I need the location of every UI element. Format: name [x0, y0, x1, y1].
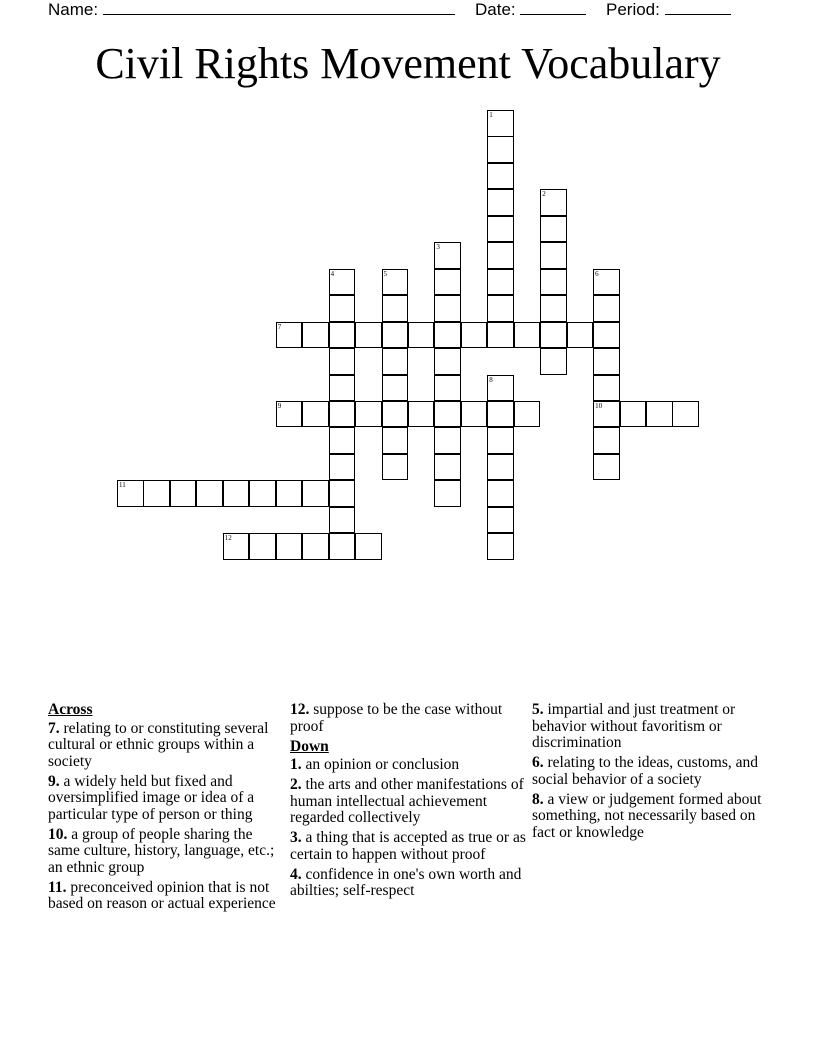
- grid-cell[interactable]: [329, 375, 356, 402]
- grid-cell[interactable]: [672, 401, 699, 428]
- grid-cell[interactable]: [276, 322, 303, 349]
- period-label: Period:: [606, 0, 660, 19]
- clue-across-7: [48, 721, 284, 771]
- grid-cell[interactable]: [514, 322, 541, 349]
- grid-cell[interactable]: [382, 375, 409, 402]
- clue-number-label: 4: [330, 269, 335, 278]
- clue-across-9: [48, 774, 284, 824]
- date-label: Date:: [475, 0, 516, 19]
- clue-text: relating to the ideas, customs, and social behavior of a society: [532, 754, 758, 788]
- clue-text: confidence in one's own worth and abilties; self-respect: [290, 865, 522, 899]
- grid-cell[interactable]: [434, 295, 461, 322]
- grid-cell[interactable]: [196, 480, 223, 507]
- clue-text: preconceived opinion that is not based on reason or actual experience: [48, 878, 276, 912]
- grid-cell[interactable]: [382, 454, 409, 481]
- grid-cell[interactable]: [355, 533, 382, 560]
- grid-cell[interactable]: [302, 322, 329, 349]
- clue-list: [48, 702, 778, 1002]
- clue-text: an opinion or conclusion: [305, 756, 460, 773]
- grid-cell[interactable]: [487, 427, 514, 454]
- grid-cell[interactable]: [302, 480, 329, 507]
- grid-cell[interactable]: [329, 401, 356, 428]
- clue-number-label: 8: [489, 375, 493, 384]
- grid-cell[interactable]: [593, 322, 620, 349]
- grid-cell[interactable]: [593, 401, 620, 428]
- grid-cell[interactable]: [276, 533, 303, 560]
- clue-column-2: [290, 702, 526, 903]
- grid-cell[interactable]: [117, 480, 144, 507]
- grid-cell[interactable]: [302, 533, 329, 560]
- grid-cell[interactable]: [540, 269, 567, 296]
- grid-cell[interactable]: [461, 401, 488, 428]
- grid-cell[interactable]: [593, 454, 620, 481]
- clue-down-5: [532, 702, 768, 752]
- grid-cell[interactable]: [329, 480, 356, 507]
- clue-down-2: [290, 777, 526, 827]
- clue-number: 10.: [48, 825, 68, 843]
- grid-cell[interactable]: [249, 480, 276, 507]
- grid-cell[interactable]: [434, 427, 461, 454]
- grid-cell[interactable]: [540, 322, 567, 349]
- grid-cell[interactable]: [434, 269, 461, 296]
- grid-cell[interactable]: [487, 480, 514, 507]
- clue-text: the arts and other manifestations of human intellectual achievement regarded collectively: [290, 776, 524, 826]
- grid-cell[interactable]: [434, 242, 461, 269]
- grid-cell[interactable]: [540, 348, 567, 375]
- clue-number: 8.: [532, 790, 544, 808]
- grid-cell[interactable]: [540, 242, 567, 269]
- clue-text: suppose to be the case without proof: [290, 701, 503, 735]
- clue-across-12: [290, 702, 526, 735]
- grid-cell[interactable]: [382, 295, 409, 322]
- grid-cell[interactable]: [223, 480, 250, 507]
- grid-cell[interactable]: [408, 401, 435, 428]
- across-heading: Across: [48, 701, 93, 718]
- grid-cell[interactable]: [567, 322, 594, 349]
- grid-cell[interactable]: [461, 322, 488, 349]
- grid-cell[interactable]: [620, 401, 647, 428]
- grid-cell[interactable]: [329, 322, 356, 349]
- grid-cell[interactable]: [487, 136, 514, 163]
- grid-cell[interactable]: [593, 295, 620, 322]
- clue-number-label: 11: [119, 481, 126, 490]
- grid-cell[interactable]: [329, 533, 356, 560]
- clue-number-label: 7: [277, 322, 282, 331]
- grid-cell[interactable]: [434, 322, 461, 349]
- grid-cell[interactable]: [329, 507, 356, 534]
- grid-cell[interactable]: [434, 401, 461, 428]
- grid-cell[interactable]: [170, 480, 197, 507]
- page-title: Civil Rights Movement Vocabulary: [95, 39, 721, 88]
- grid-cell[interactable]: [487, 216, 514, 243]
- grid-cell[interactable]: [487, 295, 514, 322]
- down-heading: Down: [290, 737, 329, 755]
- clue-text: relating to or constituting several cultural or ethnic groups within a society: [48, 719, 269, 770]
- clue-number: 12.: [290, 701, 310, 718]
- grid-cell[interactable]: [487, 375, 514, 402]
- clue-across-11: [48, 880, 284, 913]
- grid-cell[interactable]: [593, 427, 620, 454]
- clue-number-label: 1: [489, 111, 493, 119]
- clue-across-10: [48, 827, 284, 877]
- grid-cell[interactable]: [302, 401, 329, 428]
- grid-cell[interactable]: [329, 454, 356, 481]
- clue-down-1: [290, 757, 526, 774]
- clue-column-1: [48, 702, 284, 916]
- clue-number: 4.: [290, 865, 302, 883]
- clue-number: 11.: [48, 878, 67, 896]
- clue-text: impartial and just treatment or behavior without favoritism or discrimination: [532, 701, 736, 751]
- grid-cell[interactable]: [593, 375, 620, 402]
- clue-number-label: 12: [224, 534, 232, 543]
- clue-down-3: [290, 830, 526, 863]
- grid-cell[interactable]: [329, 269, 356, 296]
- grid-cell[interactable]: [355, 401, 382, 428]
- grid-cell[interactable]: [593, 269, 620, 296]
- grid-cell[interactable]: [329, 295, 356, 322]
- clue-text: a group of people sharing the same culture, history, language, etc.; an ethnic group: [48, 825, 275, 876]
- grid-cell[interactable]: [487, 163, 514, 190]
- grid-cell[interactable]: [540, 189, 567, 216]
- clue-number: 3.: [290, 829, 302, 846]
- grid-cell[interactable]: [487, 507, 514, 534]
- clue-text: a widely held but fixed and oversimplified image or idea of a particular type of person or thing: [48, 772, 255, 823]
- grid-cell[interactable]: [540, 216, 567, 243]
- grid-cell[interactable]: [276, 401, 303, 428]
- grid-cell[interactable]: [487, 454, 514, 481]
- clue-number-label: 9: [277, 401, 282, 410]
- clue-down-4: [290, 867, 526, 900]
- grid-cell[interactable]: [223, 533, 250, 560]
- grid-cell[interactable]: [382, 269, 409, 296]
- clue-number-label: 10: [595, 401, 603, 410]
- grid-cell[interactable]: [434, 454, 461, 481]
- grid-cell[interactable]: [487, 110, 514, 137]
- clue-text: a thing that is accepted as true or as certain to happen without proof: [290, 829, 526, 863]
- clue-column-3: [532, 702, 768, 845]
- clue-number-label: 3: [436, 243, 440, 252]
- clue-text: a view or judgement formed about something, not necessarily based on fact or knowledge: [532, 790, 762, 841]
- clue-number: 5.: [532, 701, 544, 718]
- clue-number: 1.: [290, 756, 302, 773]
- grid-cell[interactable]: [382, 401, 409, 428]
- grid-cell[interactable]: [382, 348, 409, 375]
- grid-cell[interactable]: [646, 401, 673, 428]
- grid-cell[interactable]: [329, 427, 356, 454]
- clue-number-label: 2: [542, 190, 546, 199]
- clue-number: 9.: [48, 772, 60, 790]
- grid-cell[interactable]: [382, 427, 409, 454]
- clue-number: 6.: [532, 754, 544, 771]
- clue-number: 2.: [290, 776, 302, 793]
- grid-cell[interactable]: [355, 322, 382, 349]
- grid-cell[interactable]: [382, 322, 409, 349]
- name-label: Name:: [48, 0, 99, 19]
- grid-cell[interactable]: [408, 322, 435, 349]
- clue-number-label: 5: [383, 269, 387, 278]
- grid-cell[interactable]: [434, 348, 461, 375]
- clue-number: 7.: [48, 719, 60, 737]
- grid-cell[interactable]: [487, 533, 514, 560]
- grid-cell[interactable]: [593, 348, 620, 375]
- grid-cell[interactable]: [540, 295, 567, 322]
- clue-down-8: [532, 792, 768, 842]
- grid-cell[interactable]: [487, 269, 514, 296]
- grid-cell[interactable]: [276, 480, 303, 507]
- grid-cell[interactable]: [249, 533, 276, 560]
- grid-cell[interactable]: [514, 401, 541, 428]
- grid-cell[interactable]: [434, 375, 461, 402]
- clue-down-6: [532, 755, 768, 788]
- grid-cell[interactable]: [487, 322, 514, 349]
- grid-cell[interactable]: [487, 401, 514, 428]
- grid-cell[interactable]: [143, 480, 170, 507]
- clue-number-label: 6: [595, 269, 599, 278]
- grid-cell[interactable]: [487, 242, 514, 269]
- grid-cell[interactable]: [487, 189, 514, 216]
- grid-cell[interactable]: [329, 348, 356, 375]
- grid-cell[interactable]: [434, 480, 461, 507]
